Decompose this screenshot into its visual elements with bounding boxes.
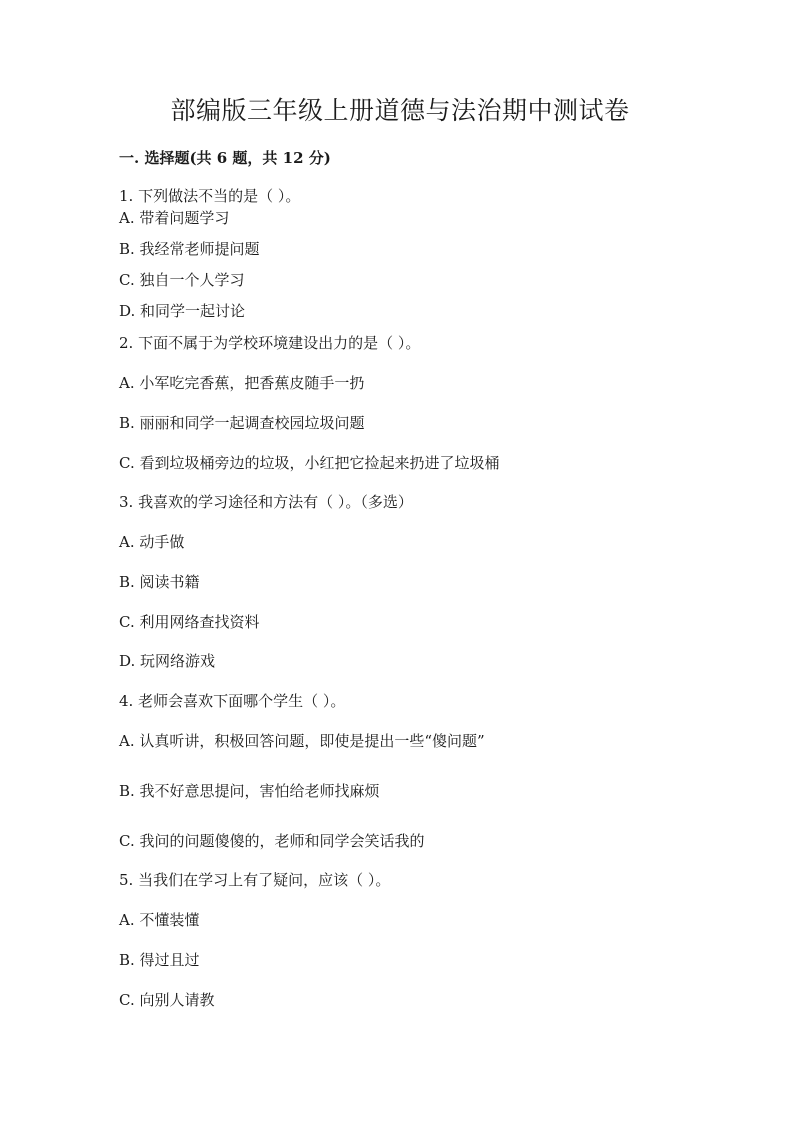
option-a: A. 带着问题学习 [119,209,230,227]
option-c: C. 利用网络查找资料 [119,613,260,631]
option-a: A. 小军吃完香蕉，把香蕉皮随手一扔 [119,374,365,392]
question-stem: 4. 老师会喜欢下面哪个学生（ ）。 [119,692,346,710]
option-b: B. 得过且过 [119,951,200,969]
question-stem: 2. 下面不属于为学校环境建设出力的是（ ）。 [119,334,421,352]
option-a: A. 动手做 [119,533,185,551]
option-b: B. 我经常老师提问题 [119,240,260,258]
option-a: A. 认真听讲，积极回答问题，即使是提出一些“傻问题” [119,732,485,750]
option-d: D. 玩网络游戏 [119,652,216,670]
option-a: A. 不懂装懂 [119,911,200,929]
section-heading: 一. 选择题(共 6 题，共 12 分) [119,149,331,167]
option-d: D. 和同学一起讨论 [119,302,246,320]
question-stem: 1. 下列做法不当的是（ ）。 [119,187,301,205]
option-b: B. 我不好意思提问，害怕给老师找麻烦 [119,782,380,800]
option-b: B. 阅读书籍 [119,573,200,591]
option-c: C. 我问的问题傻傻的，老师和同学会笑话我的 [119,832,425,850]
option-c: C. 独自一个人学习 [119,271,245,289]
question-stem: 3. 我喜欢的学习途径和方法有（ ）。（多选） [119,493,413,511]
question-stem: 5. 当我们在学习上有了疑问，应该（ ）。 [119,871,391,889]
option-c: C. 看到垃圾桶旁边的垃圾，小红把它捡起来扔进了垃圾桶 [119,454,500,472]
page-title: 部编版三年级上册道德与法治期中测试卷 [170,96,630,125]
option-c: C. 向别人请教 [119,991,215,1009]
option-b: B. 丽丽和同学一起调查校园垃圾问题 [119,414,365,432]
